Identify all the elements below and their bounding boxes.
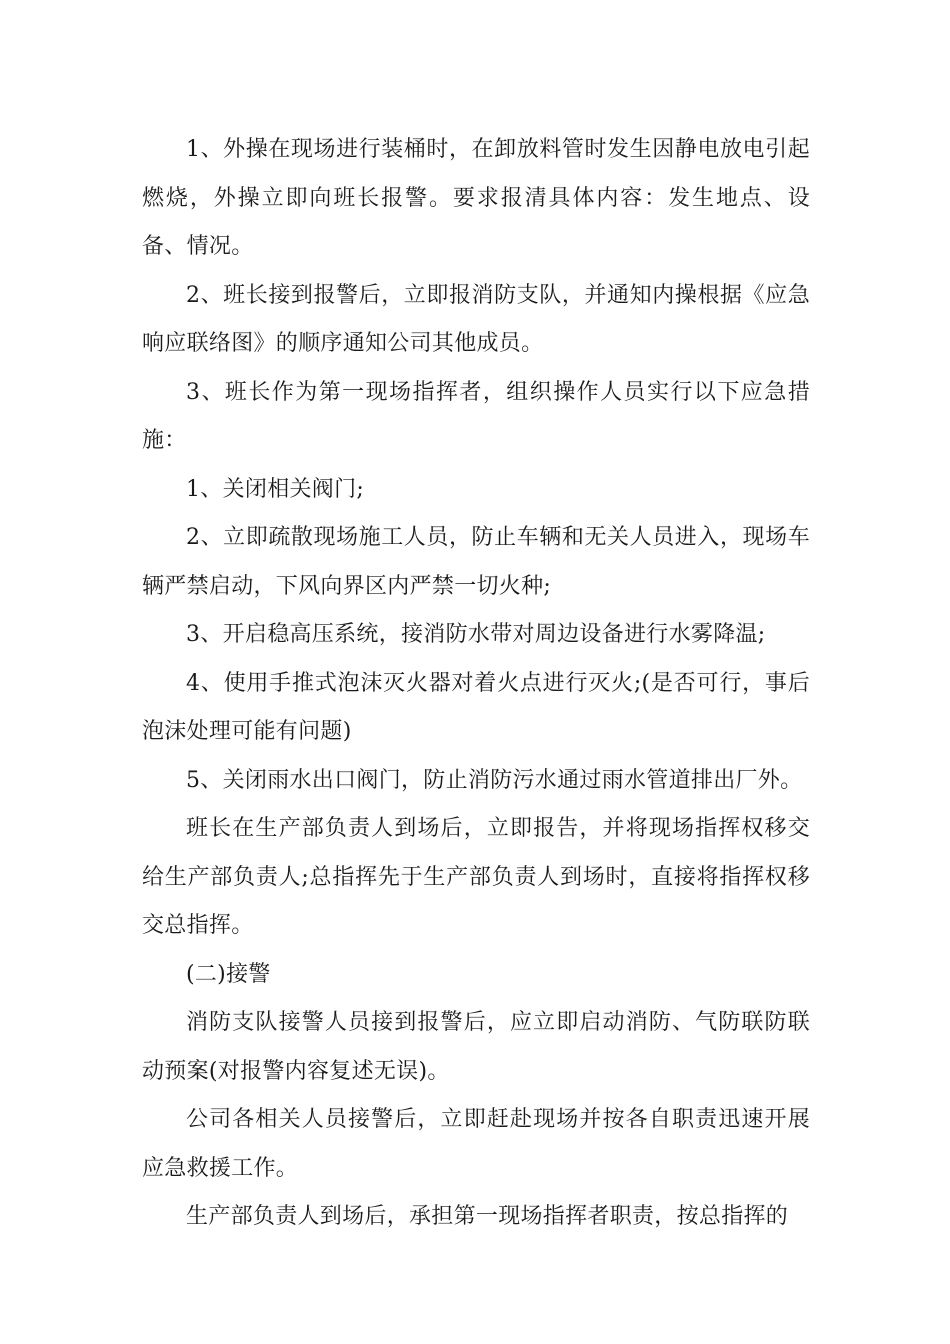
paragraph-foam-extinguisher: 4、使用手推式泡沫灭火器对着火点进行灭火;(是否可行，事后泡沫处理可能有问题): [142, 670, 810, 744]
paragraph-rain-valve: 5、关闭雨水出口阀门，防止消防污水通过雨水管道排出厂外。: [186, 767, 803, 793]
paragraph-production-head: 生产部负责人到场后，承担第一现场指挥者职责，按总指挥的: [186, 1204, 789, 1229]
paragraph-report-fire: 1、外操在现场进行装桶时，在卸放料管时发生因静电放电引起燃烧，外操立即向班长报警。要求报清具体内容：发生地点、设备、情况。: [142, 137, 810, 259]
paragraph-shift-leader-report: 2、班长接到报警后，立即报消防支队，并通知内操根据《应急响应联络图》的顺序通知公司其他成员。: [142, 282, 810, 356]
paragraph-fire-brigade: 消防支队接警人员接到报警后，应立即启动消防、气防联防联动预案(对报警内容复述无误)。: [142, 1010, 810, 1084]
paragraph-evacuate: 2、立即疏散现场施工人员，防止车辆和无关人员进入，现场车辆严禁启动，下风向界区内严禁一切火种;: [142, 525, 810, 599]
paragraph-company-staff: 公司各相关人员接警后，立即赶赴现场并按各自职责迅速开展应急救援工作。: [142, 1107, 810, 1181]
paragraph-first-commander: 3、班长作为第一现场指挥者，组织操作人员实行以下应急措施：: [142, 379, 810, 453]
paragraph-cooling: 3、开启稳高压系统，接消防水带对周边设备进行水雾降温;: [186, 622, 766, 647]
document-body: [142, 126, 810, 1242]
paragraph-close-valves: 1、关闭相关阀门;: [186, 476, 365, 502]
section-heading-receive-alarm: (二)接警: [186, 961, 271, 987]
paragraph-command-handover: 班长在生产部负责人到场后，立即报告，并将现场指挥权移交给生产部负责人;总指挥先于生产部负责人到场时，直接将指挥权移交总指挥。: [142, 816, 810, 938]
